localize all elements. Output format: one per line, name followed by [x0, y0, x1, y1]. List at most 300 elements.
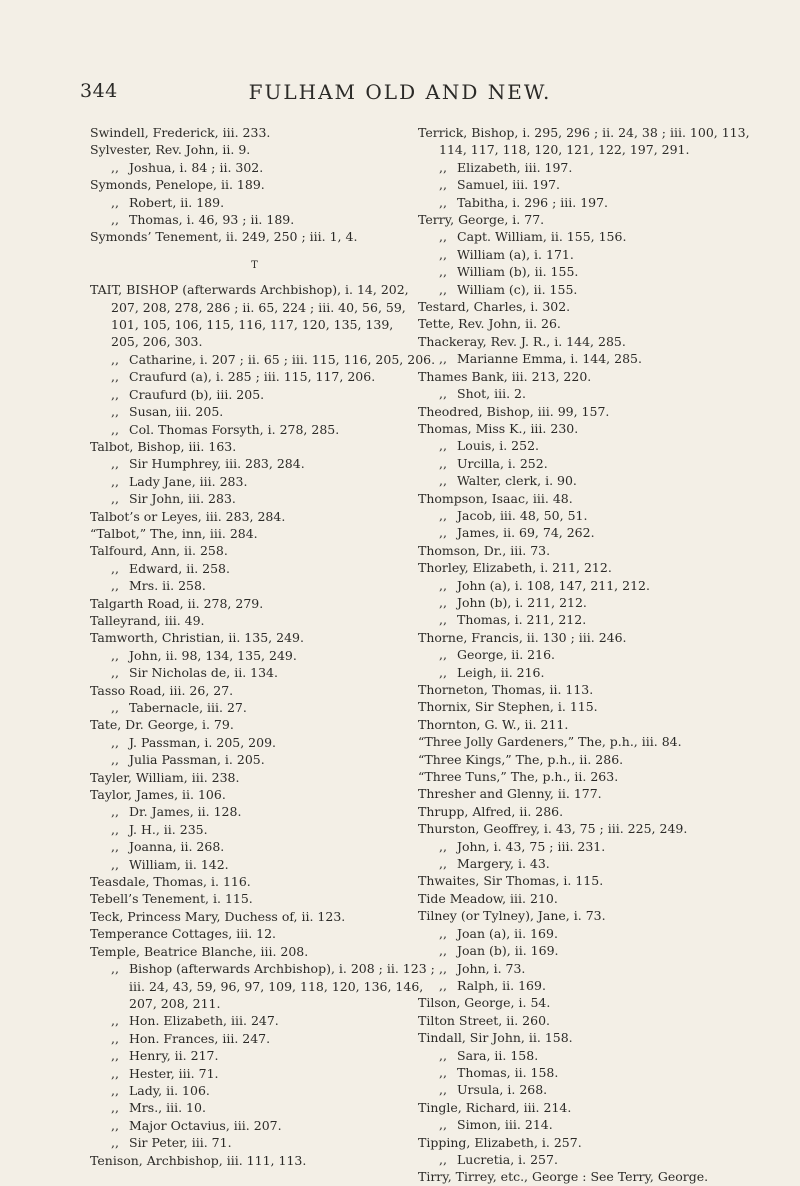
index-entry-text: Lucretia, i. 257.: [457, 1151, 558, 1167]
index-entry-text: Robert, ii. 189.: [129, 194, 225, 210]
index-entry: [90, 890, 420, 907]
index-entry-text: J. H., ii. 235.: [129, 821, 208, 837]
ditto-mark: ,,: [439, 1082, 447, 1098]
index-entry: [90, 612, 420, 629]
index-entry-text: Joan (b), ii. 169.: [457, 943, 559, 959]
ditto-mark: ,,: [111, 1117, 119, 1133]
index-entry: [90, 803, 420, 820]
index-entry-text: Thomas, i. 46, 93 ; ii. 189.: [129, 212, 295, 228]
ditto-mark: ,,: [111, 839, 119, 855]
ditto-mark: ,,: [111, 1135, 119, 1151]
index-entry: [90, 124, 420, 141]
ditto-mark: ,,: [439, 943, 447, 959]
index-entry: [90, 403, 420, 420]
index-entry: [418, 698, 780, 715]
index-entry-text: Tate, Dr. George, i. 79.: [90, 717, 234, 733]
index-entry-text: Capt. William, ii. 155, 156.: [457, 229, 627, 245]
ditto-mark: ,,: [111, 404, 119, 420]
index-entry-text: iii. 24, 43, 59, 96, 97, 109, 118, 120, 136, 146,: [129, 978, 424, 994]
ditto-mark: ,,: [439, 386, 447, 402]
index-entry: [90, 995, 420, 1012]
index-entry-text: William, ii. 142.: [129, 856, 229, 872]
index-entry: [418, 124, 780, 141]
ditto-mark: ,,: [111, 194, 119, 210]
index-entry: [418, 855, 780, 872]
index-entry-text: Thornton, G. W., ii. 211.: [418, 716, 569, 732]
index-entry: [418, 455, 780, 472]
index-entry-text: Thrupp, Alfred, ii. 286.: [418, 803, 564, 819]
index-entry-text: Mrs., iii. 10.: [129, 1100, 206, 1116]
index-entry: [90, 386, 420, 403]
ditto-mark: ,,: [439, 960, 447, 976]
index-entry: [90, 925, 420, 942]
index-entry: [418, 977, 780, 994]
index-entry: [90, 769, 420, 786]
index-entry: [90, 1134, 420, 1151]
index-entry-text: James, ii. 69, 74, 262.: [457, 525, 595, 541]
index-entry-text: Margery, i. 43.: [457, 856, 550, 872]
index-entry: [90, 647, 420, 664]
index-entry: [418, 368, 780, 385]
index-entry-text: Major Octavius, iii. 207.: [129, 1117, 282, 1133]
ditto-mark: ,,: [439, 455, 447, 471]
ditto-mark: ,,: [111, 560, 119, 576]
index-entry-text: Thomas, i. 211, 212.: [457, 612, 587, 628]
ditto-mark: ,,: [439, 594, 447, 610]
index-entry-text: Symonds, Penelope, ii. 189.: [90, 177, 265, 193]
index-entry: [418, 1064, 780, 1081]
index-entry-text: Col. Thomas Forsyth, i. 278, 285.: [129, 421, 340, 437]
index-entry: [418, 385, 780, 402]
index-entry-text: Hester, iii. 71.: [129, 1065, 219, 1081]
ditto-mark: ,,: [111, 821, 119, 837]
ditto-mark: ,,: [111, 647, 119, 663]
page-number: 344: [80, 80, 118, 102]
index-entry: [90, 908, 420, 925]
index-entry-text: Lady Jane, iii. 283.: [129, 473, 248, 489]
index-entry-text: Thurston, Geoffrey, i. 43, 75 ; iii. 225, 249.: [418, 821, 688, 837]
index-entry: [90, 281, 420, 298]
index-entry-text: Louis, i. 252.: [457, 438, 540, 454]
index-entry: [418, 1168, 780, 1185]
index-entry-text: Temple, Beatrice Blanche, iii. 208.: [90, 943, 309, 959]
index-entry: [90, 176, 420, 193]
index-entry: [90, 682, 420, 699]
index-column-left: [90, 124, 436, 1169]
index-entry-text: Edward, ii. 258.: [129, 560, 230, 576]
running-head: FULHAM OLD AND NEW.: [248, 80, 552, 104]
index-entry: [90, 664, 420, 681]
index-entry-text: Tilton Street, ii. 260.: [418, 1012, 551, 1028]
ditto-mark: ,,: [111, 804, 119, 820]
index-entry: [90, 978, 424, 995]
index-entry: [90, 525, 420, 542]
ditto-mark: ,,: [111, 856, 119, 872]
ditto-mark: ,,: [439, 159, 447, 175]
index-entry: [90, 508, 420, 525]
index-entry-text: Thorne, Francis, ii. 130 ; iii. 246.: [418, 629, 627, 645]
index-entry: [418, 1151, 780, 1168]
index-entry-text: Tindall, Sir John, ii. 158.: [418, 1030, 573, 1046]
index-entry-text: Tipping, Elizabeth, i. 257.: [418, 1134, 582, 1150]
index-entry: [418, 577, 780, 594]
ditto-mark: ,,: [111, 665, 119, 681]
index-entry: [418, 350, 780, 367]
index-entry: [90, 333, 420, 350]
ditto-mark: ,,: [111, 421, 119, 437]
index-column-right: [418, 124, 780, 1186]
index-entry-text: Shot, iii. 2.: [457, 386, 526, 402]
index-entry-text: Thornix, Sir Stephen, i. 115.: [418, 699, 598, 715]
index-entry: [418, 490, 780, 507]
ditto-mark: ,,: [439, 1064, 447, 1080]
index-entry-text: “Three Jolly Gardeners,” The, p.h., iii. 84.: [418, 734, 682, 750]
index-entry-text: Thackeray, Rev. J. R., i. 144, 285.: [418, 333, 626, 349]
index-entry-text: 101, 105, 106, 115, 116, 117, 120, 135, 139,: [111, 317, 394, 333]
ditto-mark: ,,: [439, 838, 447, 854]
ditto-mark: ,,: [439, 1151, 447, 1167]
index-entry-text: Elizabeth, iii. 197.: [457, 159, 573, 175]
index-entry: [418, 211, 780, 228]
index-entry: [90, 351, 436, 368]
index-entry: [90, 716, 420, 733]
index-entry-text: Talleyrand, iii. 49.: [90, 612, 205, 628]
index-entry-text: Lady, ii. 106.: [129, 1082, 210, 1098]
index-entry-text: J. Passman, i. 205, 209.: [129, 734, 277, 750]
ditto-mark: ,,: [111, 386, 119, 402]
index-entry-text: William (b), ii. 155.: [457, 264, 579, 280]
index-entry-text: Talgarth Road, ii. 278, 279.: [90, 595, 264, 611]
ditto-mark: ,,: [439, 229, 447, 245]
index-entry-text: Teck, Princess Mary, Duchess of, ii. 123.: [90, 908, 346, 924]
index-entry: [90, 473, 420, 490]
index-entry: [90, 873, 420, 890]
index-entry-text: Mrs. ii. 258.: [129, 578, 206, 594]
index-entry-text: Sir Peter, iii. 71.: [129, 1135, 232, 1151]
index-entry-text: Thomas, ii. 158.: [457, 1064, 559, 1080]
index-entry-text: Tilson, George, i. 54.: [418, 995, 551, 1011]
index-entry: [418, 751, 780, 768]
index-entry: [418, 646, 780, 663]
index-entry: [90, 1082, 420, 1099]
index-entry: [418, 890, 780, 907]
index-entry: [90, 699, 420, 716]
ditto-mark: ,,: [439, 351, 447, 367]
ditto-mark: ,,: [111, 961, 119, 977]
ditto-mark: ,,: [439, 1117, 447, 1133]
index-entry-text: Terry, George, i. 77.: [418, 212, 545, 228]
index-entry-text: William (a), i. 171.: [457, 246, 574, 262]
index-entry-text: Walter, clerk, i. 90.: [457, 473, 577, 489]
ditto-mark: ,,: [111, 734, 119, 750]
index-entry: [90, 838, 420, 855]
index-entry: [418, 176, 780, 193]
index-entry: [90, 1152, 420, 1169]
index-entry: [90, 211, 420, 228]
index-entry-text: Temperance Cottages, iii. 12.: [90, 926, 277, 942]
ditto-mark: ,,: [111, 1082, 119, 1098]
index-entry: [418, 925, 780, 942]
index-entry-text: William (c), ii. 155.: [457, 281, 578, 297]
index-entry-text: Sir Humphrey, iii. 283, 284.: [129, 456, 305, 472]
index-entry-text: Joanna, ii. 268.: [129, 839, 225, 855]
index-entry-text: Thresher and Glenny, ii. 177.: [418, 786, 602, 802]
index-entry: [418, 907, 780, 924]
index-entry-text: Marianne Emma, i. 144, 285.: [457, 351, 642, 367]
index-entry-text: Tebell’s Tenement, i. 115.: [90, 891, 253, 907]
index-entry: [418, 507, 780, 524]
letter-heading: T: [251, 259, 259, 271]
index-entry: [418, 333, 780, 350]
index-entry: [418, 420, 780, 437]
index-entry-text: Hon. Frances, iii. 247.: [129, 1030, 271, 1046]
index-entry: [90, 943, 420, 960]
index-entry: [418, 263, 780, 280]
ditto-mark: ,,: [111, 1048, 119, 1064]
index-entry-text: 205, 206, 303.: [111, 334, 203, 350]
index-entry: [418, 1116, 780, 1133]
ditto-mark: ,,: [111, 473, 119, 489]
index-entry: [418, 542, 780, 559]
index-entry: [418, 559, 780, 576]
index-entry: [90, 821, 420, 838]
index-entry: [418, 228, 780, 245]
index-entry-text: Thompson, Isaac, iii. 48.: [418, 490, 573, 506]
index-entry-text: George, ii. 216.: [457, 647, 556, 663]
index-entry-text: Joan (a), ii. 169.: [457, 925, 558, 941]
index-entry: [90, 734, 420, 751]
index-entry: [90, 577, 420, 594]
index-entry: [418, 1099, 780, 1116]
index-entry: [90, 751, 420, 768]
index-entry: [418, 838, 780, 855]
index-entry-text: Tasso Road, iii. 26, 27.: [90, 682, 234, 698]
index-entry-text: Leigh, ii. 216.: [457, 664, 545, 680]
index-entry: [418, 141, 780, 158]
index-entry-text: “Talbot,” The, inn, iii. 284.: [90, 525, 258, 541]
index-entry-text: Talbot’s or Leyes, iii. 283, 284.: [90, 508, 286, 524]
index-entry-text: Craufurd (b), iii. 205.: [129, 386, 265, 402]
index-entry: [418, 315, 780, 332]
ditto-mark: ,,: [111, 700, 119, 715]
index-entry: [418, 246, 780, 263]
index-entry-text: Susan, iii. 205.: [129, 404, 224, 420]
index-entry: [418, 942, 780, 959]
index-entry: [418, 960, 780, 977]
index-entry-text: Julia Passman, i. 205.: [129, 752, 265, 768]
index-entry: [418, 768, 780, 785]
index-entry: [90, 316, 420, 333]
ditto-mark: ,,: [439, 647, 447, 663]
index-entry: [90, 1047, 420, 1064]
index-entry-text: Taylor, James, ii. 106.: [90, 787, 226, 803]
index-entry-text: Bishop (afterwards Archbishop), i. 208 ; ii. 123 ;: [129, 961, 435, 977]
index-entry: [90, 1030, 420, 1047]
ditto-mark: ,,: [439, 977, 447, 993]
index-entry: [418, 194, 780, 211]
ditto-mark: ,,: [111, 1100, 119, 1116]
index-entry: [418, 664, 780, 681]
ditto-mark: ,,: [111, 1030, 119, 1046]
index-entry-text: Tabitha, i. 296 ; iii. 197.: [457, 194, 609, 210]
index-entries-t-continued: [418, 124, 780, 1186]
index-entries-s: [90, 124, 420, 246]
index-entry-text: Thorley, Elizabeth, i. 211, 212.: [418, 560, 612, 576]
index-entry: [418, 159, 780, 176]
index-entry-text: John, ii. 98, 134, 135, 249.: [129, 647, 297, 663]
index-entry-text: John (b), i. 211, 212.: [457, 594, 587, 610]
index-entry: [418, 298, 780, 315]
index-entry: [418, 820, 780, 837]
ditto-mark: ,,: [439, 507, 447, 523]
ditto-mark: ,,: [439, 925, 447, 941]
ditto-mark: ,,: [439, 525, 447, 541]
index-entry-text: John, i. 43, 75 ; iii. 231.: [457, 838, 606, 854]
index-entry-text: Tide Meadow, iii. 210.: [418, 890, 558, 906]
ditto-mark: ,,: [439, 664, 447, 680]
index-entry-text: Jacob, iii. 48, 50, 51.: [457, 507, 588, 523]
index-entry: [418, 629, 780, 646]
ditto-mark: ,,: [439, 612, 447, 628]
index-entry-text: Tayler, William, iii. 238.: [90, 769, 240, 785]
index-entry-text: Thwaites, Sir Thomas, i. 115.: [418, 873, 604, 889]
index-entry: [90, 560, 420, 577]
index-entry: [90, 1117, 420, 1134]
index-entry: [418, 281, 780, 298]
index-entry-text: Henry, ii. 217.: [129, 1048, 219, 1064]
index-entry-text: Sir John, iii. 283.: [129, 491, 236, 507]
index-entry-text: Theodred, Bishop, iii. 99, 157.: [418, 403, 610, 419]
index-entry-text: Talfourd, Ann, ii. 258.: [90, 543, 228, 559]
index-entry-text: Samuel, iii. 197.: [457, 177, 561, 193]
index-entry: [418, 785, 780, 802]
index-entry-text: “Three Kings,” The, p.h., ii. 286.: [418, 751, 624, 767]
index-entry: [418, 716, 780, 733]
index-entry-text: Tirry, Tirrey, etc., George : See Terry, George.: [418, 1169, 709, 1185]
index-entry-text: Thorneton, Thomas, ii. 113.: [418, 682, 594, 697]
index-entry-text: 207, 208, 211.: [129, 995, 221, 1011]
ditto-mark: ,,: [439, 438, 447, 454]
index-entry-text: Thames Bank, iii. 213, 220.: [418, 368, 592, 384]
index-entry: [90, 455, 420, 472]
index-entry-text: Simon, iii. 214.: [457, 1117, 553, 1133]
index-entry: [418, 994, 780, 1011]
index-entry: [90, 1099, 420, 1116]
index-entry-text: John, i. 73.: [457, 960, 526, 976]
ditto-mark: ,,: [111, 456, 119, 472]
ditto-mark: ,,: [111, 159, 119, 175]
index-entry-text: Dr. James, ii. 128.: [129, 804, 242, 820]
ditto-mark: ,,: [439, 856, 447, 872]
index-entry: [418, 524, 780, 541]
index-entry: [90, 786, 420, 803]
index-entry-text: Testard, Charles, i. 302.: [418, 299, 571, 315]
index-entry: [418, 1081, 780, 1098]
ditto-mark: ,,: [111, 1065, 119, 1081]
index-entries-t: [90, 281, 436, 1169]
index-entry-text: Ralph, ii. 169.: [457, 977, 546, 993]
index-entry-text: Tilney (or Tylney), Jane, i. 73.: [418, 908, 606, 924]
ditto-mark: ,,: [439, 194, 447, 210]
index-entry: [418, 594, 780, 611]
index-entry: [90, 194, 420, 211]
index-entry-text: Sylvester, Rev. John, ii. 9.: [90, 142, 251, 158]
index-entry-text: Symonds’ Tenement, ii. 249, 250 ; iii. 1, 4.: [90, 229, 358, 245]
index-entry-text: Tenison, Archbishop, iii. 111, 113.: [90, 1152, 307, 1168]
index-entry-text: 207, 208, 278, 286 ; ii. 65, 224 ; iii. 40, 56, 59,: [111, 299, 406, 315]
index-entry: [90, 490, 420, 507]
index-entry-text: Ursula, i. 268.: [457, 1082, 548, 1098]
index-entry-text: Terrick, Bishop, i. 295, 296 ; ii. 24, 38 ; iii. 100, 113,: [418, 125, 750, 140]
index-entry: [418, 733, 780, 750]
index-entry-text: Thomson, Dr., iii. 73.: [418, 542, 551, 558]
ditto-mark: ,,: [439, 473, 447, 489]
ditto-mark: ,,: [111, 578, 119, 594]
ditto-mark: ,,: [111, 491, 119, 507]
index-entry-text: Tabernacle, iii. 27.: [129, 700, 247, 715]
ditto-mark: ,,: [439, 264, 447, 280]
index-entry: [418, 1134, 780, 1151]
index-entry-text: TAIT, BISHOP (afterwards Archbishop), i. 14, 202,: [90, 282, 409, 298]
index-entry: [90, 960, 435, 977]
index-entry: [418, 437, 780, 454]
ditto-mark: ,,: [111, 369, 119, 385]
index-entry-text: “Three Tuns,” The, p.h., ii. 263.: [418, 769, 619, 785]
index-entry-text: Catharine, i. 207 ; ii. 65 ; iii. 115, 116, 205, 206.: [129, 351, 436, 367]
index-entry: [418, 611, 780, 628]
ditto-mark: ,,: [111, 1013, 119, 1029]
index-entry-text: Joshua, i. 84 ; ii. 302.: [129, 159, 264, 175]
index-entry-text: Tamworth, Christian, ii. 135, 249.: [90, 630, 304, 646]
index-entry: [90, 421, 420, 438]
ditto-mark: ,,: [111, 212, 119, 228]
index-entry-text: Swindell, Frederick, iii. 233.: [90, 125, 271, 140]
index-entry: [90, 299, 420, 316]
index-entry: [418, 472, 780, 489]
index-entry-text: Tette, Rev. John, ii. 26.: [418, 316, 561, 332]
index-entry: [90, 228, 420, 245]
index-entry: [90, 856, 420, 873]
index-entry: [418, 1029, 780, 1046]
index-entry: [90, 542, 420, 559]
index-entry: [90, 1065, 420, 1082]
index-entry-text: Hon. Elizabeth, iii. 247.: [129, 1013, 279, 1029]
index-entry: [418, 403, 780, 420]
index-entry: [418, 872, 780, 889]
index-entry-text: Thomas, Miss K., iii. 230.: [418, 420, 579, 436]
ditto-mark: ,,: [439, 281, 447, 297]
ditto-mark: ,,: [439, 246, 447, 262]
index-entry: [90, 438, 420, 455]
index-entry-text: Tingle, Richard, iii. 214.: [418, 1099, 572, 1115]
index-entry: [90, 141, 420, 158]
index-entry: [418, 1012, 780, 1029]
index-entry-text: Urcilla, i. 252.: [457, 455, 548, 471]
index-entry-text: Talbot, Bishop, iii. 163.: [90, 438, 237, 454]
index-entry: [418, 681, 780, 698]
index-entry-text: Teasdale, Thomas, i. 116.: [90, 874, 251, 890]
index-entry: [90, 595, 420, 612]
ditto-mark: ,,: [439, 177, 447, 193]
ditto-mark: ,,: [111, 752, 119, 768]
index-entry: [90, 159, 420, 176]
index-entry-text: Craufurd (a), i. 285 ; iii. 115, 117, 206.: [129, 369, 376, 385]
index-entry-text: John (a), i. 108, 147, 211, 212.: [457, 577, 650, 593]
index-entry-text: Sir Nicholas de, ii. 134.: [129, 665, 278, 681]
index-entry: [90, 368, 420, 385]
index-entry: [418, 1047, 780, 1064]
ditto-mark: ,,: [111, 351, 119, 367]
